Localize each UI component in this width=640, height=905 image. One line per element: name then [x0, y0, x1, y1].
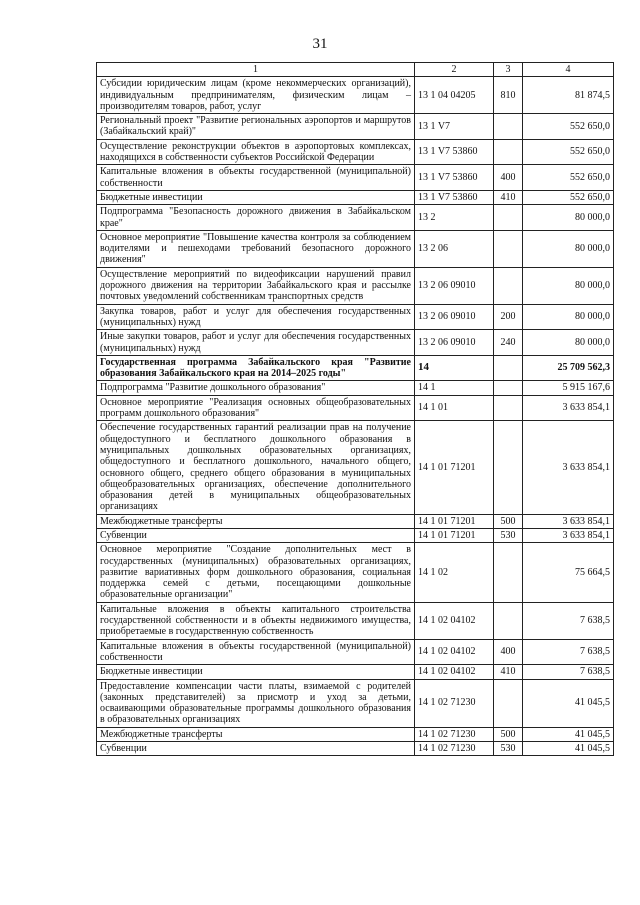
budget-table: [96, 62, 614, 756]
table-row: [97, 205, 614, 231]
row-name-cell: Подпрограмма "Развитие дошкольного образования": [97, 381, 415, 395]
row-name-cell: Основное мероприятие "Создание дополнительных мест в государственных (муниципальных) образовательных организациях, развитие вариативных форм дошкольного образования, социальная поддержка семей с детьми, посещающими дошкольные образовательные организации": [97, 543, 415, 602]
row-expense-type-cell: [494, 267, 523, 304]
row-expense-type-cell: 530: [494, 742, 523, 756]
table-row: [97, 190, 614, 204]
header-col-1: 1: [97, 63, 415, 77]
row-name-cell: Межбюджетные трансферты: [97, 514, 415, 528]
row-expense-type-cell: [494, 602, 523, 639]
row-expense-type-cell: 240: [494, 330, 523, 356]
row-code-cell: 13 1 V7 53860: [415, 190, 494, 204]
row-code-cell: 13 2 06 09010: [415, 267, 494, 304]
row-expense-type-cell: 200: [494, 304, 523, 330]
row-code-cell: 13 2 06 09010: [415, 330, 494, 356]
row-amount-cell: 3 633 854,1: [523, 421, 614, 514]
row-name-cell: Субвенции: [97, 742, 415, 756]
row-code-cell: 14 1 02 71230: [415, 727, 494, 741]
row-expense-type-cell: [494, 139, 523, 165]
row-name-cell: Обеспечение государственных гарантий реализации прав на получение общедоступного и бесплатного дошкольного образования в муниципальных дошкольных образовательных организациях, общедоступного и бесплатного дошкольного, начального общего, основного общего, среднего общего образования в муниципальных общеобразовательных организациях, обеспечение дополнительного образования детей в муниципальных общеобразовательных организациях: [97, 421, 415, 514]
row-code-cell: 13 1 V7: [415, 114, 494, 140]
table-row: [97, 528, 614, 542]
row-amount-cell: 7 638,5: [523, 639, 614, 665]
row-name-cell: Капитальные вложения в объекты государственной (муниципальной) собственности: [97, 165, 415, 191]
row-name-cell: Региональный проект "Развитие региональных аэропортов и маршрутов (Забайкальский край)": [97, 114, 415, 140]
table-row: [97, 114, 614, 140]
row-amount-cell: 3 633 854,1: [523, 514, 614, 528]
row-code-cell: 13 2: [415, 205, 494, 231]
row-amount-cell: 7 638,5: [523, 665, 614, 679]
row-expense-type-cell: [494, 205, 523, 231]
row-code-cell: 13 1 V7 53860: [415, 139, 494, 165]
row-name-cell: Капитальные вложения в объекты капитального строительства государственной собственности и в объекты недвижимого имущества, приобретаемые в государственную собственность: [97, 602, 415, 639]
row-code-cell: 14 1 02 04102: [415, 665, 494, 679]
row-amount-cell: 80 000,0: [523, 205, 614, 231]
row-expense-type-cell: 410: [494, 665, 523, 679]
row-expense-type-cell: 400: [494, 165, 523, 191]
row-code-cell: 14 1 01 71201: [415, 514, 494, 528]
row-code-cell: 14 1 02: [415, 543, 494, 602]
row-name-cell: Субсидии юридическим лицам (кроме некоммерческих организаций), индивидуальным предпринимателям, физическим лицам – производителям товаров, работ, услуг: [97, 77, 415, 114]
table-row: [97, 381, 614, 395]
row-amount-cell: 7 638,5: [523, 602, 614, 639]
row-amount-cell: 41 045,5: [523, 727, 614, 741]
row-code-cell: 13 2 06: [415, 230, 494, 267]
row-name-cell: Осуществление мероприятий по видеофиксации нарушений правил дорожного движения на территории Забайкальского края и рассылке почтовых уведомлений собственникам транспортных средств: [97, 267, 415, 304]
row-amount-cell: 552 650,0: [523, 139, 614, 165]
table-row: [97, 139, 614, 165]
header-col-4: 4: [523, 63, 614, 77]
row-code-cell: 14 1 02 71230: [415, 679, 494, 727]
row-name-cell: Государственная программа Забайкальского края "Развитие образования Забайкальского края на 2014–2025 годы": [97, 355, 415, 381]
row-name-cell: Субвенции: [97, 528, 415, 542]
row-amount-cell: 80 000,0: [523, 330, 614, 356]
header-col-3: 3: [494, 63, 523, 77]
row-expense-type-cell: 410: [494, 190, 523, 204]
header-col-2: 2: [415, 63, 494, 77]
page-number: 31: [312, 36, 328, 52]
row-code-cell: 14 1: [415, 381, 494, 395]
table-row: [97, 602, 614, 639]
row-name-cell: Бюджетные инвестиции: [97, 665, 415, 679]
table-row: [97, 665, 614, 679]
table-header-row: [97, 63, 614, 77]
row-expense-type-cell: 400: [494, 639, 523, 665]
row-expense-type-cell: [494, 679, 523, 727]
row-amount-cell: 80 000,0: [523, 304, 614, 330]
row-name-cell: Основное мероприятие "Повышение качества контроля за соблюдением водителями и пешеходами требований безопасного дорожного движения": [97, 230, 415, 267]
table-row: [97, 395, 614, 421]
row-amount-cell: 3 633 854,1: [523, 395, 614, 421]
row-name-cell: Бюджетные инвестиции: [97, 190, 415, 204]
row-expense-type-cell: 500: [494, 727, 523, 741]
row-code-cell: 14 1 01 71201: [415, 421, 494, 514]
row-name-cell: Иные закупки товаров, работ и услуг для обеспечения государственных (муниципальных) нужд: [97, 330, 415, 356]
row-expense-type-cell: [494, 421, 523, 514]
row-expense-type-cell: 500: [494, 514, 523, 528]
row-code-cell: 14 1 02 04102: [415, 639, 494, 665]
row-expense-type-cell: [494, 114, 523, 140]
row-amount-cell: 80 000,0: [523, 267, 614, 304]
row-expense-type-cell: 810: [494, 77, 523, 114]
table-row: [97, 543, 614, 602]
row-code-cell: 13 1 V7 53860: [415, 165, 494, 191]
row-code-cell: 14 1 01: [415, 395, 494, 421]
row-expense-type-cell: [494, 381, 523, 395]
row-code-cell: 14 1 02 04102: [415, 602, 494, 639]
table-row: [97, 679, 614, 727]
row-code-cell: 14 1 02 71230: [415, 742, 494, 756]
row-name-cell: Межбюджетные трансферты: [97, 727, 415, 741]
table-row: [97, 355, 614, 381]
row-amount-cell: 75 664,5: [523, 543, 614, 602]
row-expense-type-cell: [494, 543, 523, 602]
row-code-cell: 14 1 01 71201: [415, 528, 494, 542]
row-expense-type-cell: 530: [494, 528, 523, 542]
table-row: [97, 230, 614, 267]
row-amount-cell: 5 915 167,6: [523, 381, 614, 395]
row-code-cell: 14: [415, 355, 494, 381]
row-name-cell: Предоставление компенсации части платы, взимаемой с родителей (законных представителей) за присмотр и уход за детьми, осваивающими образовательные программы дошкольного образования в образовательных организациях: [97, 679, 415, 727]
row-name-cell: Капитальные вложения в объекты государственной (муниципальной) собственности: [97, 639, 415, 665]
row-amount-cell: 552 650,0: [523, 190, 614, 204]
row-amount-cell: 80 000,0: [523, 230, 614, 267]
table-row: [97, 330, 614, 356]
row-amount-cell: 41 045,5: [523, 742, 614, 756]
row-amount-cell: 25 709 562,3: [523, 355, 614, 381]
row-amount-cell: 3 633 854,1: [523, 528, 614, 542]
row-amount-cell: 41 045,5: [523, 679, 614, 727]
row-expense-type-cell: [494, 395, 523, 421]
row-name-cell: Подпрограмма "Безопасность дорожного движения в Забайкальском крае": [97, 205, 415, 231]
table-row: [97, 514, 614, 528]
table-row: [97, 267, 614, 304]
row-amount-cell: 552 650,0: [523, 165, 614, 191]
table-row: [97, 304, 614, 330]
row-amount-cell: 81 874,5: [523, 77, 614, 114]
row-amount-cell: 552 650,0: [523, 114, 614, 140]
row-expense-type-cell: [494, 355, 523, 381]
budget-table-body: [97, 63, 614, 756]
table-row: [97, 421, 614, 514]
table-row: [97, 727, 614, 741]
table-row: [97, 77, 614, 114]
row-name-cell: Основное мероприятие "Реализация основных общеобразовательных программ дошкольного образования": [97, 395, 415, 421]
table-row: [97, 165, 614, 191]
row-expense-type-cell: [494, 230, 523, 267]
row-code-cell: 13 2 06 09010: [415, 304, 494, 330]
row-code-cell: 13 1 04 04205: [415, 77, 494, 114]
row-name-cell: Осуществление реконструкции объектов в аэропортовых комплексах, находящихся в собственности субъектов Российской Федерации: [97, 139, 415, 165]
table-row: [97, 639, 614, 665]
row-name-cell: Закупка товаров, работ и услуг для обеспечения государственных (муниципальных) нужд: [97, 304, 415, 330]
table-row: [97, 742, 614, 756]
